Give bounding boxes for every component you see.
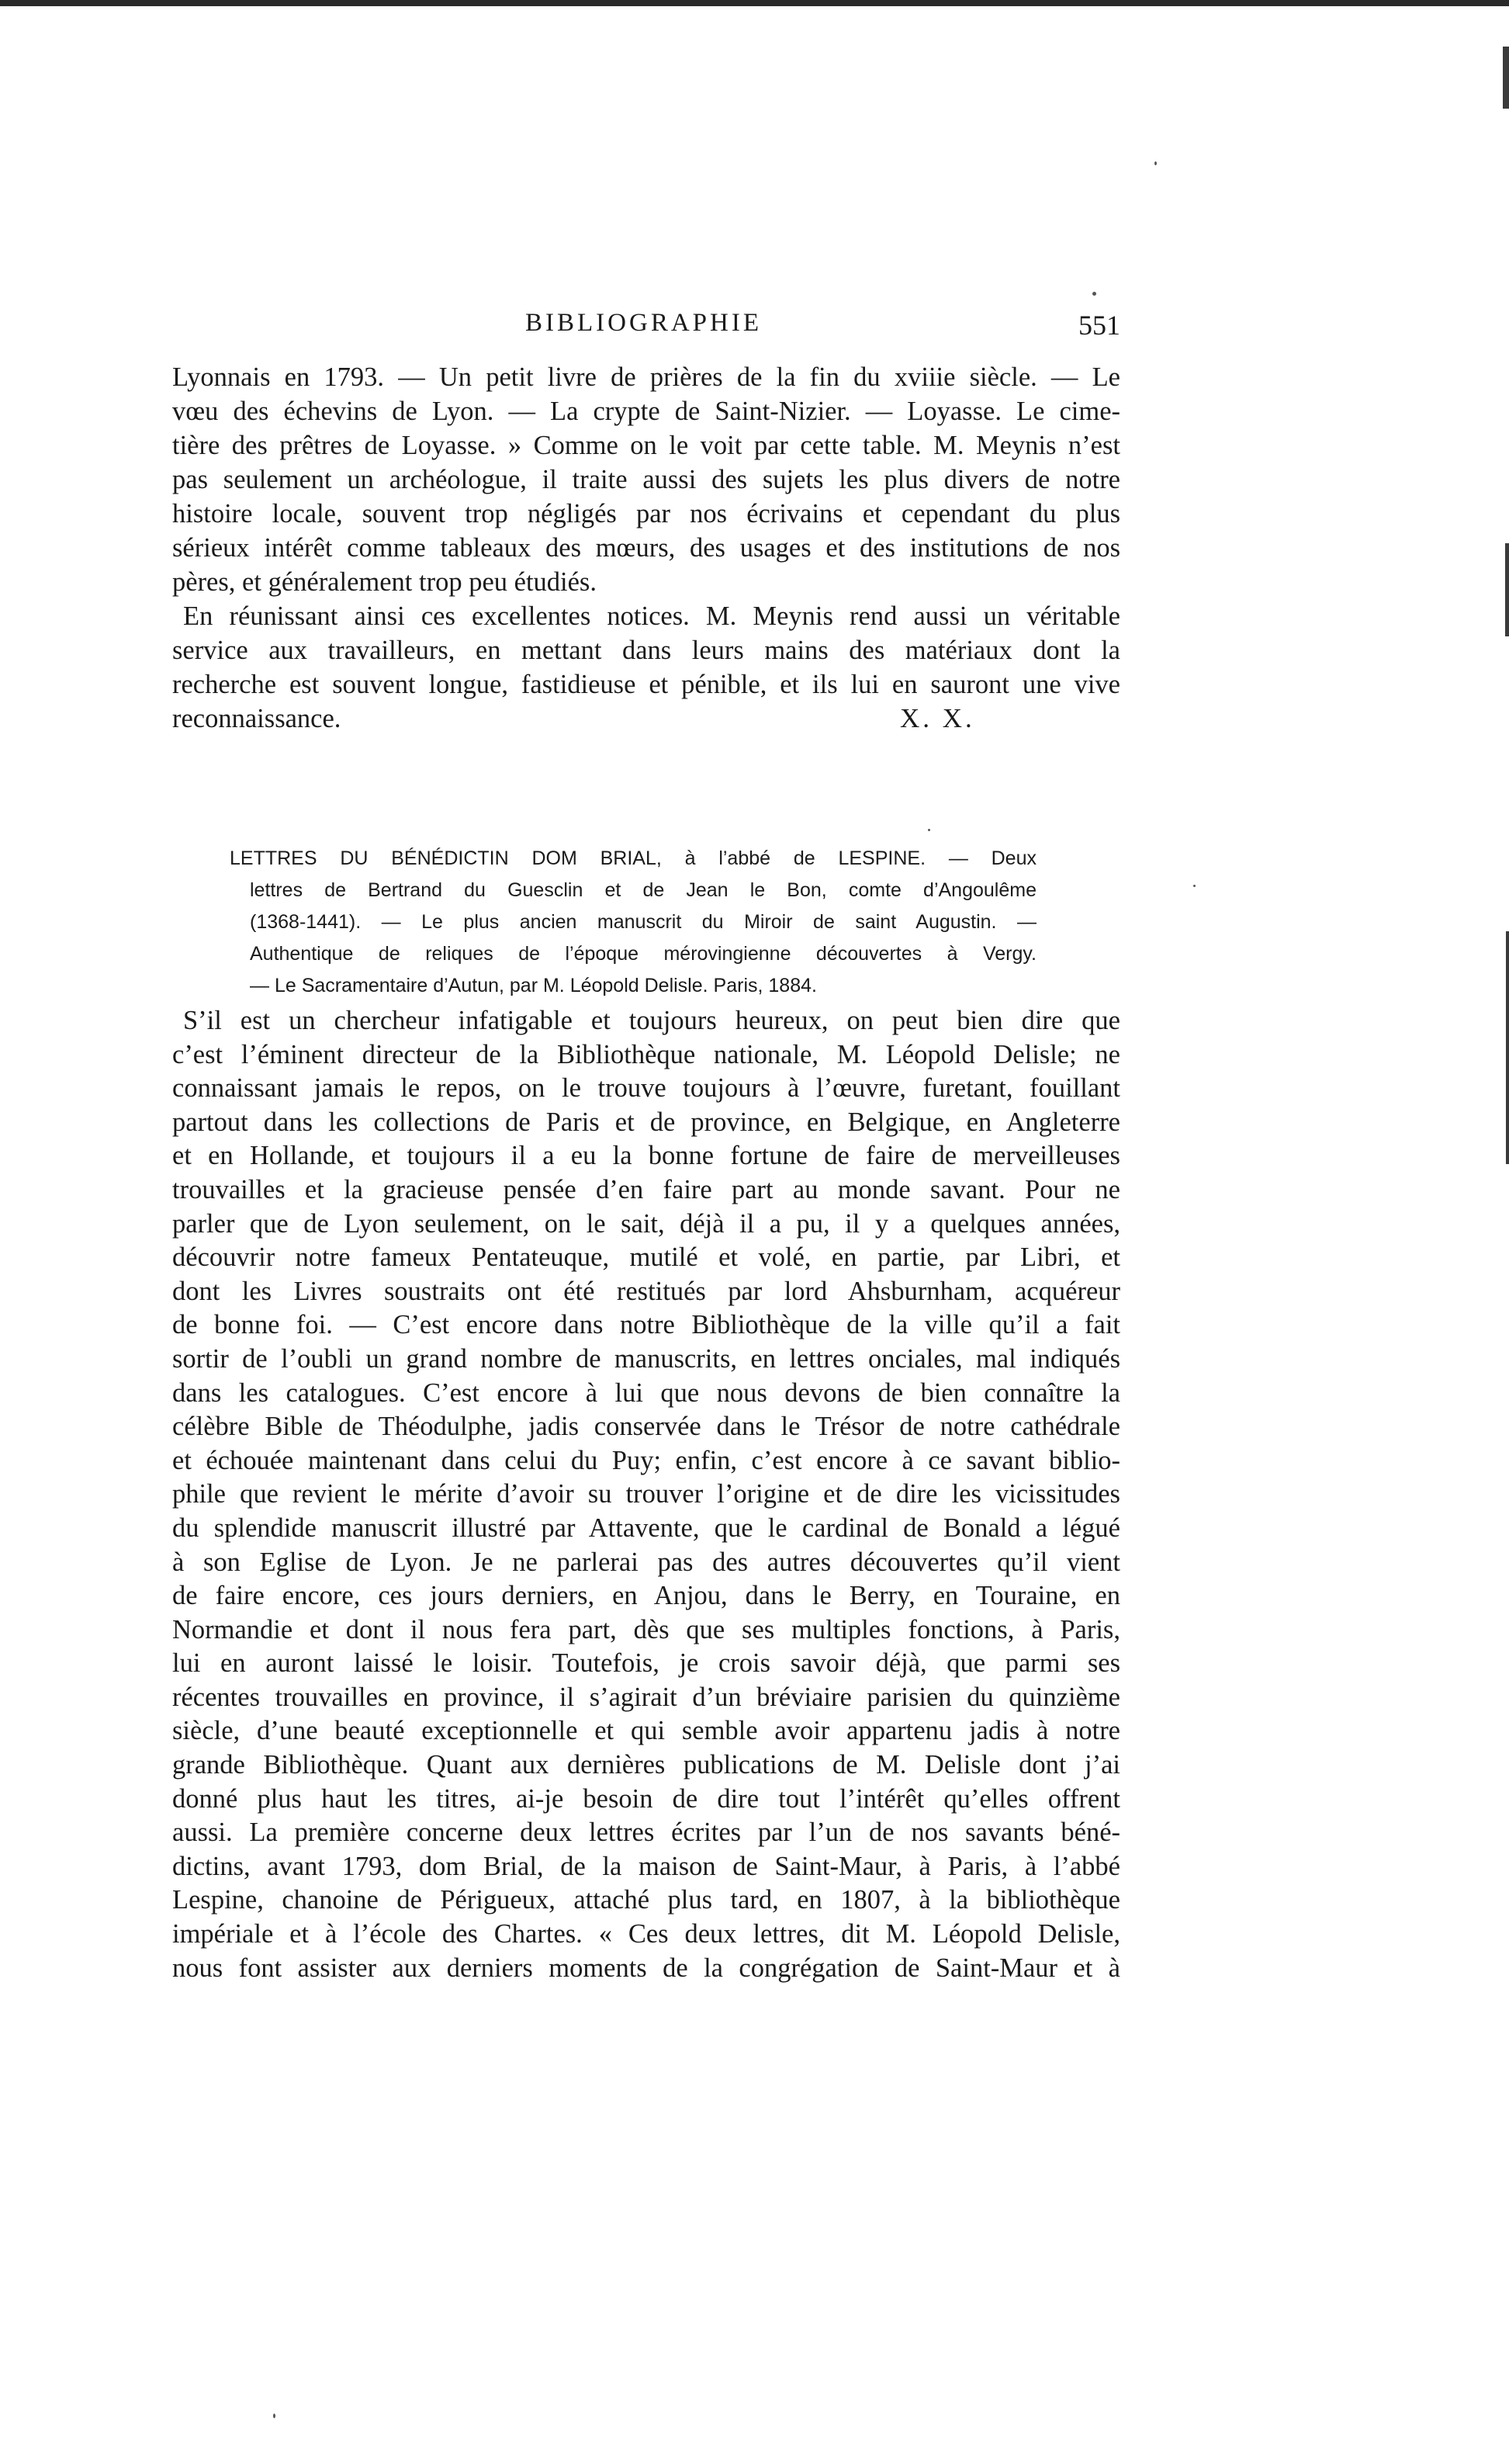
paragraph (172, 360, 1120, 599)
scan-speck (928, 829, 930, 831)
text-line: En réunissant ainsi ces excellentes notices. M. Meynis rend aussi un véritable (183, 601, 1120, 631)
text-line: de faire encore, ces jours derniers, en Anjou, dans le Berry, en Touraine, en (172, 1581, 1120, 1611)
text-line: donné plus haut les titres, ai-je besoin de dire tout l’intérêt qu’elles offrent (172, 1783, 1120, 1814)
scan-speck (1193, 885, 1196, 887)
text-line: aussi. La première concerne deux lettres écrites par l’un de nos savants béné- (172, 1818, 1120, 1848)
text-line: dont les Livres soustraits ont été restitués par lord Ahsburnham, acquéreur (172, 1276, 1120, 1306)
paragraph (172, 599, 1120, 736)
text-line: du splendide manuscrit illustré par Attavente, que le cardinal de Bonald a légué (172, 1513, 1120, 1543)
text-line: service aux travailleurs, en mettant dans leurs mains des matériaux dont la (172, 636, 1120, 665)
heading-line: lettres de Bertrand du Guesclin et de Jean le Bon, comte d’Angoulême (250, 879, 1037, 901)
text-line: grande Bibliothèque. Quant aux dernières publications de M. Delisle dont j’ai (172, 1750, 1120, 1780)
scan-speck (1154, 161, 1157, 165)
text-line: de bonne foi. — C’est encore dans notre Bibliothèque de la ville qu’il a fait (172, 1310, 1120, 1340)
signature: X. X. (900, 703, 975, 733)
text-line: pas seulement un archéologue, il traite aussi des sujets les plus divers de notre (172, 465, 1120, 494)
text-line: impériale et à l’école des Chartes. « Ces deux lettres, dit M. Léopold Delisle, (172, 1919, 1120, 1949)
text-line: Lyonnais en 1793. — Un petit livre de prières de la fin du xviiie siècle. — Le (172, 362, 1120, 392)
text-line: célèbre Bible de Théodulphe, jadis conservée dans le Trésor de notre cathédrale (172, 1412, 1120, 1442)
text-line: partout dans les collections de Paris et de province, en Belgique, en Angleterre (172, 1107, 1120, 1137)
heading-line: — Le Sacramentaire d’Autun, par M. Léopold Delisle. Paris, 1884. (250, 975, 817, 996)
text-line: Normandie et dont il nous fera part, dès que ses multiples fonctions, à Paris, (172, 1614, 1120, 1644)
text-line: connaissant jamais le repos, on le trouve toujours à l’œuvre, furetant, fouillant (172, 1073, 1120, 1104)
text-line: sérieux intérêt comme tableaux des mœurs, des usages et des institutions de nos (172, 533, 1120, 563)
heading-line: Authentique de reliques de l’époque mérovingienne découvertes à Vergy. (250, 943, 1037, 965)
scan-speck (1092, 292, 1096, 296)
text-line: récentes trouvailles en province, il s’agirait d’un bréviaire parisien du quinzième (172, 1682, 1120, 1712)
text-line: lui en auront laissé le loisir. Toutefois, je crois savoir déjà, que parmi ses (172, 1648, 1120, 1679)
scan-edge-mark (1503, 47, 1509, 109)
text-line: parler que de Lyon seulement, on le sait, déjà il a pu, il y a quelques années, (172, 1208, 1120, 1239)
review-heading (230, 843, 1037, 1002)
text-line: à son Eglise de Lyon. Je ne parlerai pas des autres découvertes qu’il vient (172, 1547, 1120, 1577)
text-line: pères, et généralement trop peu étudiés. (172, 567, 597, 597)
text-line: sortir de l’oubli un grand nombre de manuscrits, en lettres onciales, mal indiqués (172, 1343, 1120, 1374)
scan-top-edge (0, 0, 1509, 6)
text-line: nous font assister aux derniers moments de la congrégation de Saint-Maur et à (172, 1953, 1120, 1983)
scan-speck (273, 2414, 275, 2418)
text-line: c’est l’éminent directeur de la Bibliothèque nationale, M. Léopold Delisle; ne (172, 1039, 1120, 1069)
text-line: et en Hollande, et toujours il a eu la bonne fortune de faire de merveilleuses (172, 1141, 1120, 1171)
text-line: S’il est un chercheur infatigable et toujours heureux, on peut bien dire que (183, 1006, 1120, 1035)
text-line: reconnaissance. (172, 704, 341, 733)
text-line: découvrir notre fameux Pentateuque, mutilé et volé, en partie, par Libri, et (172, 1242, 1120, 1273)
text-line: recherche est souvent longue, fastidieuse et pénible, et ils lui en sauront une vive (172, 670, 1120, 699)
running-head: BIBLIOGRAPHIE (525, 309, 762, 337)
text-line: Lespine, chanoine de Périgueux, attaché plus tard, en 1807, à la bibliothèque (172, 1885, 1120, 1915)
text-line: histoire locale, souvent trop négligés par nos écrivains et cependant du plus (172, 499, 1120, 528)
text-line: vœu des échevins de Lyon. — La crypte de Saint-Nizier. — Loyasse. Le cime- (172, 397, 1120, 426)
scan-edge-mark (1505, 543, 1509, 636)
text-line: tière des prêtres de Loyasse. » Comme on le voit par cette table. M. Meynis n’est (172, 431, 1120, 460)
text-line: siècle, d’une beauté exceptionnelle et qui semble avoir appartenu jadis à notre (172, 1716, 1120, 1746)
text-line: phile que revient le mérite d’avoir su trouver l’origine et de dire les vicissitudes (172, 1479, 1120, 1509)
scan-edge-mark (1506, 931, 1509, 1164)
text-line: trouvailles et la gracieuse pensée d’en faire part au monde savant. Pour ne (172, 1174, 1120, 1204)
heading-line: LETTRES DU BÉNÉDICTIN DOM BRIAL, à l’abbé de LESPINE. — Deux (230, 847, 1037, 869)
text-line: dans les catalogues. C’est encore à lui que nous devons de bien connaître la (172, 1378, 1120, 1408)
text-line: et échouée maintenant dans celui du Puy; enfin, c’est encore à ce savant biblio- (172, 1445, 1120, 1475)
text-line: dictins, avant 1793, dom Brial, de la maison de Saint-Maur, à Paris, à l’abbé (172, 1851, 1120, 1881)
page-number: 551 (1078, 310, 1120, 341)
review-body (172, 1004, 1120, 1985)
page-header (172, 309, 1120, 348)
heading-line: (1368-1441). — Le plus ancien manuscrit du Miroir de saint Augustin. — (250, 911, 1037, 933)
